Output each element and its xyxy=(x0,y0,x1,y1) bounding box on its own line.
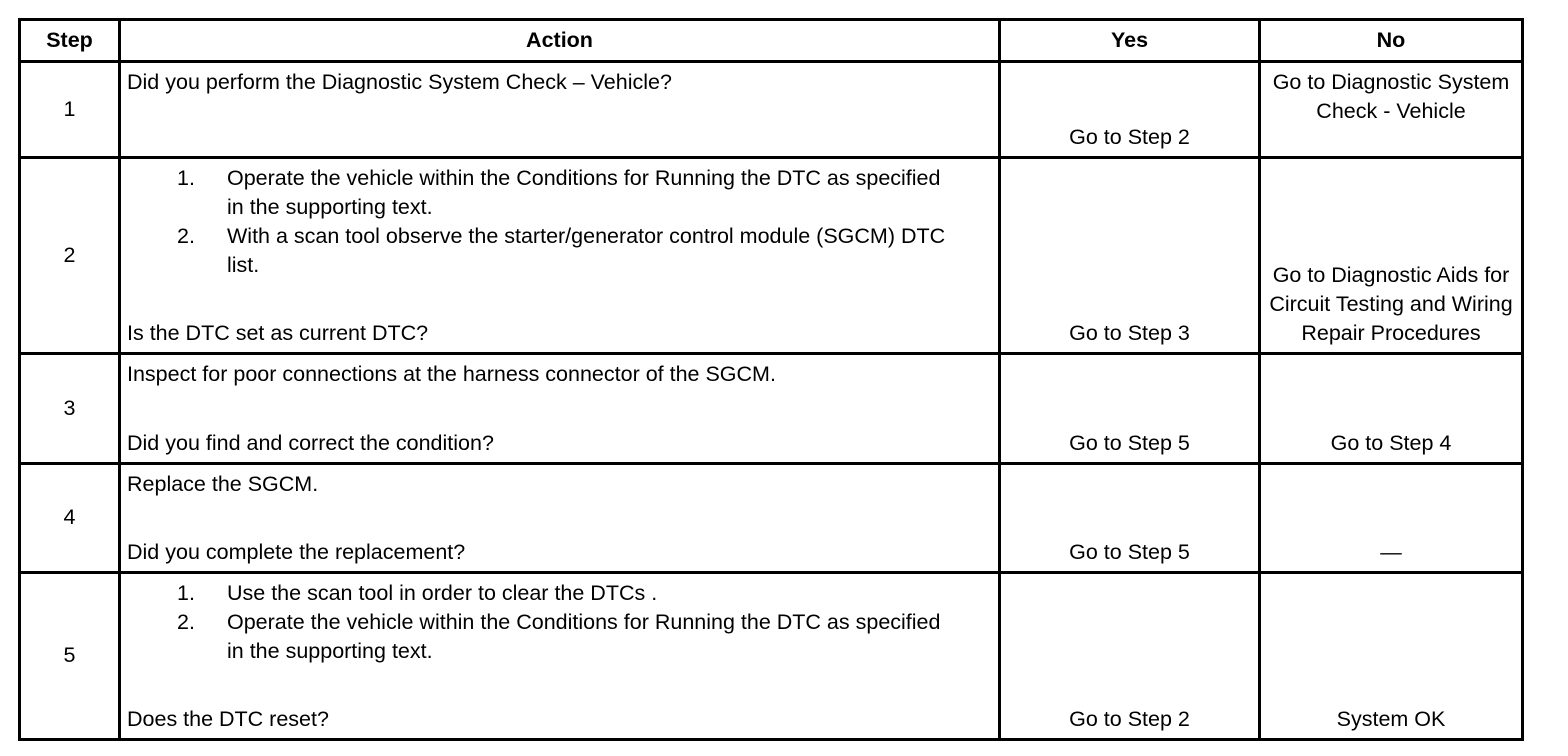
action-intro: Inspect for poor connections at the harness connector of the SGCM. xyxy=(127,362,776,387)
list-item-text: Operate the vehicle within the Conditions for Running the DTC as specified in the supporting text. xyxy=(227,166,941,220)
action-cell xyxy=(120,354,1000,463)
list-item xyxy=(127,222,992,280)
action-intro: Replace the SGCM. xyxy=(127,471,319,496)
step-number: 4 xyxy=(20,463,120,572)
action-question: Is the DTC set as current DTC? xyxy=(127,321,429,346)
table-row xyxy=(20,572,1523,739)
no-cell: Go to Diagnostic Aids for Circuit Testing and Wiring Repair Procedures xyxy=(1260,158,1523,354)
no-cell: Go to Step 4 xyxy=(1260,354,1523,463)
list-item-text: Use the scan tool in order to clear the DTCs . xyxy=(227,580,658,605)
header-row xyxy=(20,20,1523,62)
yes-cell: Go to Step 2 xyxy=(1000,62,1260,158)
header-action: Action xyxy=(120,20,1000,62)
list-item xyxy=(127,608,992,666)
list-item-number: 1. xyxy=(177,166,195,191)
yes-cell: Go to Step 3 xyxy=(1000,158,1260,354)
action-question: Did you complete the replacement? xyxy=(127,539,466,564)
table-row xyxy=(20,62,1523,158)
header-yes: Yes xyxy=(1000,20,1260,62)
no-cell: System OK xyxy=(1260,572,1523,739)
action-cell xyxy=(120,463,1000,572)
list-item-number: 1. xyxy=(177,580,195,605)
list-item xyxy=(127,164,992,222)
no-cell: Go to Diagnostic System Check - Vehicle xyxy=(1260,62,1523,158)
list-item-number: 2. xyxy=(177,224,195,249)
step-number: 3 xyxy=(20,354,120,463)
header-step: Step xyxy=(20,20,120,62)
action-steps-list xyxy=(127,579,992,666)
action-cell xyxy=(120,158,1000,354)
action-intro: Did you perform the Diagnostic System Check – Vehicle? xyxy=(127,70,672,94)
diagnostic-table xyxy=(18,18,1524,741)
step-number: 2 xyxy=(20,158,120,354)
table-row xyxy=(20,354,1523,463)
table-row xyxy=(20,158,1523,354)
yes-cell: Go to Step 2 xyxy=(1000,572,1260,739)
step-number: 1 xyxy=(20,62,120,158)
action-question: Did you find and correct the condition? xyxy=(127,430,494,455)
action-cell xyxy=(120,62,1000,158)
yes-cell: Go to Step 5 xyxy=(1000,463,1260,572)
step-number: 5 xyxy=(20,572,120,739)
action-question: Does the DTC reset? xyxy=(127,707,329,731)
yes-cell: Go to Step 5 xyxy=(1000,354,1260,463)
list-item-text: With a scan tool observe the starter/generator control module (SGCM) DTC list. xyxy=(227,224,946,278)
list-item-text: Operate the vehicle within the Conditions for Running the DTC as specified in the supporting text. xyxy=(227,609,941,663)
no-cell: — xyxy=(1260,463,1523,572)
list-item-number: 2. xyxy=(177,609,195,634)
action-steps-list xyxy=(127,164,992,280)
table-row xyxy=(20,463,1523,572)
list-item xyxy=(127,579,992,608)
header-no: No xyxy=(1260,20,1523,62)
action-cell xyxy=(120,572,1000,739)
